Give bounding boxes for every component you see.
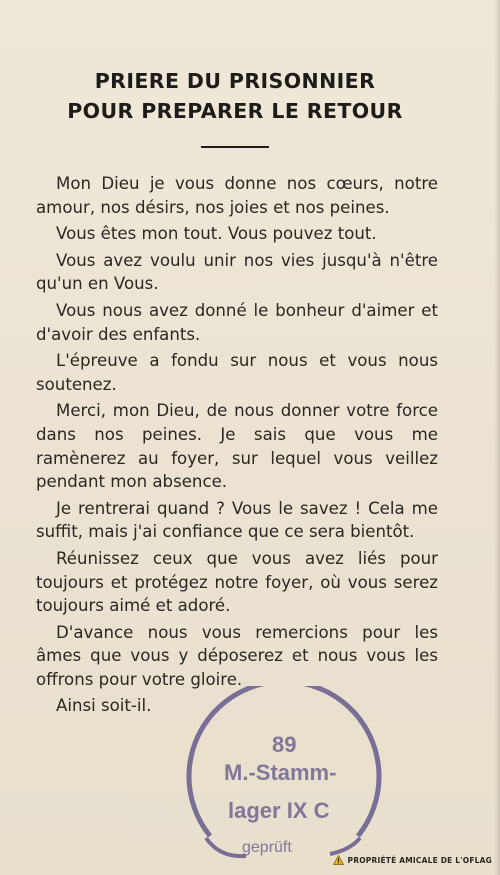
title-divider	[201, 146, 269, 148]
title-line-1: PRIERE DU PRISONNIER	[94, 69, 376, 93]
prayer-paragraph: L'épreuve a fondu sur nous et vous nous soutenez.	[36, 351, 438, 394]
prayer-body	[36, 172, 438, 721]
credit-text: PROPRIÉTÉ AMICALE DE L'OFLAG	[347, 855, 492, 865]
stamp-number: 89	[272, 732, 297, 757]
stamp-line-1: M.-Stamm-	[224, 760, 337, 785]
prayer-paragraph: Vous êtes mon tout. Vous pouvez tout.	[56, 224, 377, 244]
prayer-paragraph: Vous nous avez donné le bonheur d'aimer et d'avoir des enfants.	[36, 300, 438, 344]
stamp-line-2: lager IX C	[228, 798, 330, 823]
title-line-2: POUR PREPARER LE RETOUR	[67, 99, 403, 123]
warning-icon	[333, 855, 344, 865]
prayer-paragraph: D'avance nous vous remercions pour les âmes que vous y déposerez et nous vous les offrons pour votre gloire.	[36, 622, 438, 689]
prayer-paragraph: Vous avez voulu unir nos vies jusqu'à n'être qu'un en Vous.	[36, 250, 438, 294]
censor-stamp	[180, 686, 390, 864]
card-edge-shadow	[494, 0, 500, 875]
page-title	[0, 66, 470, 126]
prayer-paragraph: Réunissez ceux que vous avez liés pour toujours et protégez notre foyer, où vous serez toujours aimé et adoré.	[36, 548, 438, 616]
prayer-paragraph: Merci, mon Dieu, de nous donner votre force dans nos peines. Je sais que vous me ramènerez au foyer, sur lequel vous veillez pendant mon absence.	[36, 401, 438, 492]
prayer-paragraph: Je rentrerai quand ? Vous le savez ! Cela me suffit, mais j'ai confiance que ce sera bientôt.	[36, 498, 438, 542]
stamp-line-3: geprüft	[242, 839, 292, 856]
prayer-closing: Ainsi soit-il.	[56, 696, 152, 716]
prayer-paragraph: Mon Dieu je vous donne nos cœurs, notre amour, nos désirs, nos joies et nos peines.	[36, 174, 438, 217]
ownership-credit	[333, 855, 492, 865]
